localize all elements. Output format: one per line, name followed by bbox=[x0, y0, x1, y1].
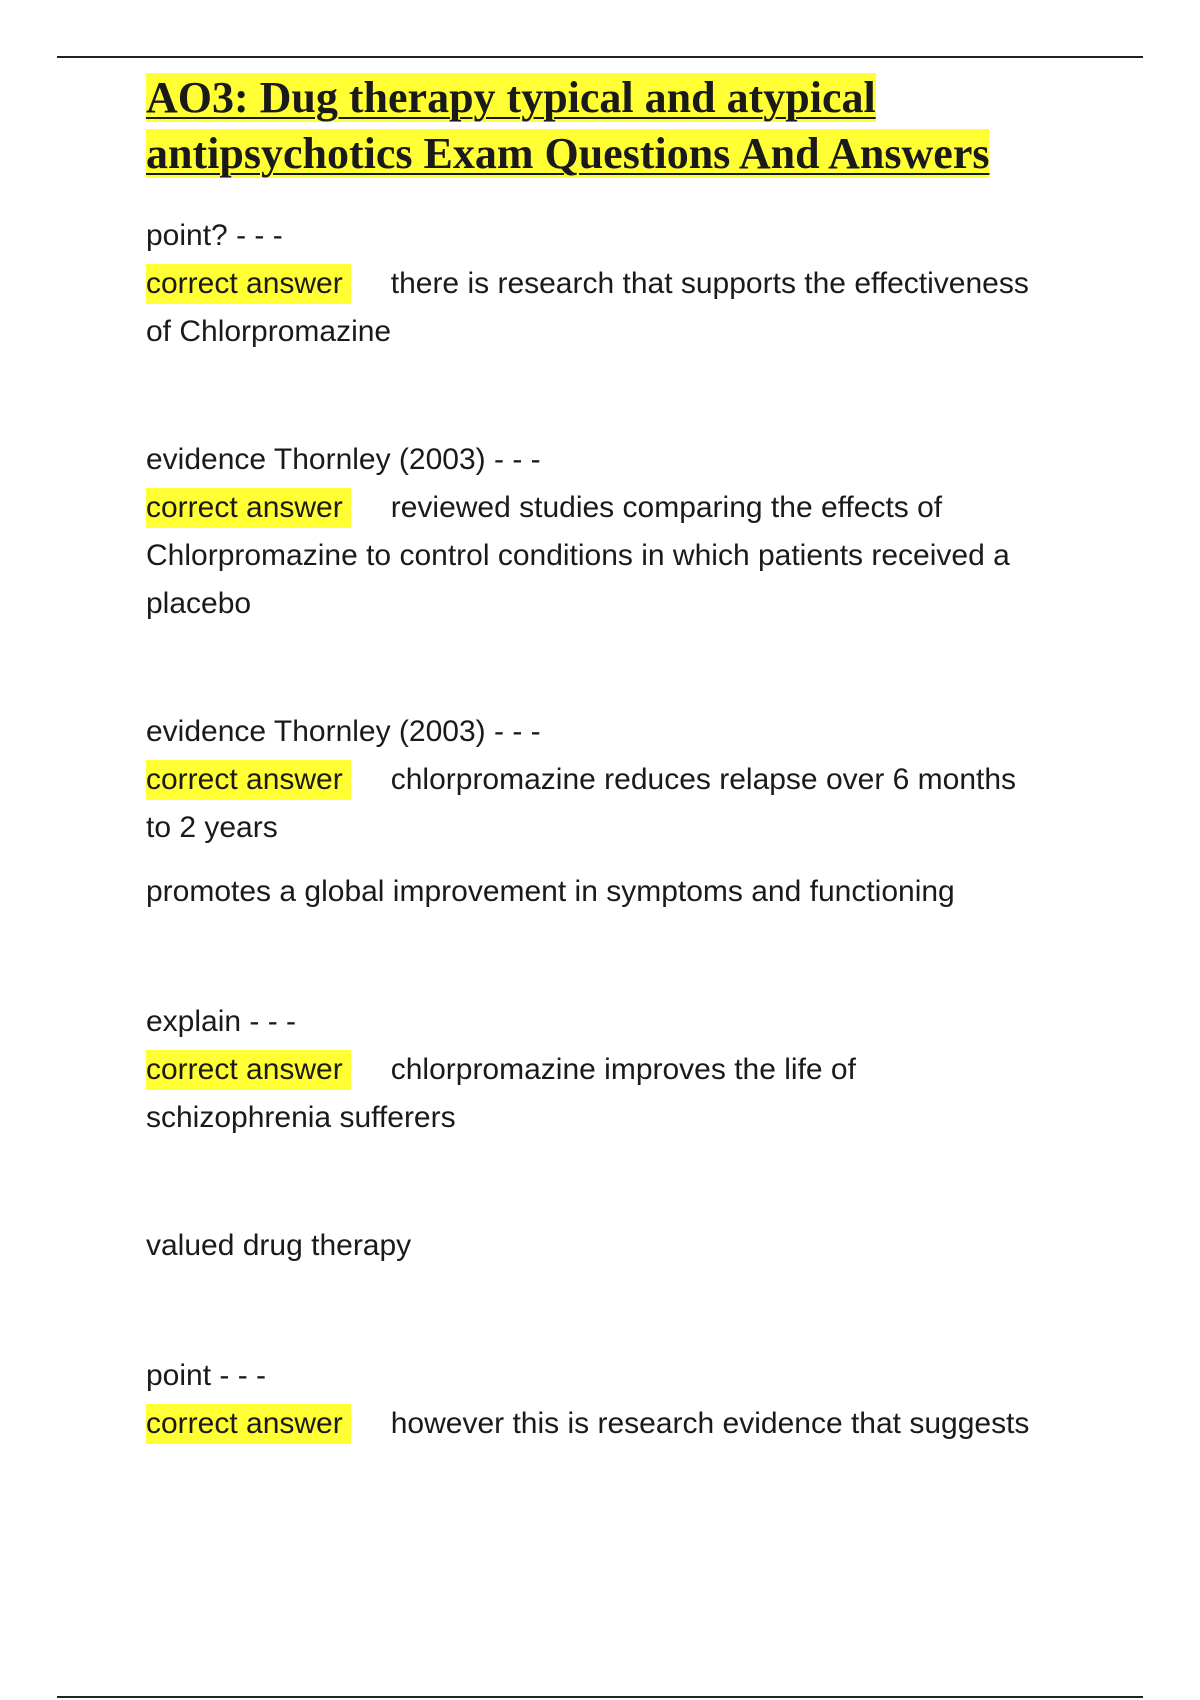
qa-item bbox=[146, 436, 1096, 628]
question-text: point - - - bbox=[146, 1359, 267, 1392]
question-text: evidence Thornley (2003) - - - bbox=[146, 443, 541, 476]
question-text: point? - - - bbox=[146, 219, 283, 252]
answer-text: reviewed studies comparing the effects of bbox=[390, 491, 943, 524]
answer-text: however this is research evidence that suggests bbox=[390, 1407, 1030, 1440]
answer-text: Chlorpromazine to control conditions in which patients received a bbox=[146, 539, 1010, 572]
qa-item bbox=[146, 998, 1096, 1270]
title-line-1: AO3: Dug therapy typical and atypical bbox=[146, 73, 876, 122]
answer-text: schizophrenia sufferers bbox=[146, 1101, 456, 1134]
qa-item bbox=[146, 708, 1096, 916]
answer-line bbox=[146, 260, 1096, 308]
answer-line bbox=[146, 1400, 1096, 1448]
answer-line bbox=[146, 484, 1096, 532]
answer-text: placebo bbox=[146, 587, 252, 620]
qa-item bbox=[146, 1352, 1096, 1448]
title-line-2: antipsychotics Exam Questions And Answers bbox=[146, 129, 990, 178]
correct-answer-label: correct answer bbox=[146, 1050, 351, 1090]
question-text: explain - - - bbox=[146, 1005, 297, 1038]
answer-text: to 2 years bbox=[146, 811, 278, 844]
document-title-block bbox=[146, 70, 1096, 182]
bottom-rule bbox=[57, 1696, 1143, 1698]
answer-text: of Chlorpromazine bbox=[146, 315, 392, 348]
correct-answer-label: correct answer bbox=[146, 264, 351, 304]
answer-line bbox=[146, 756, 1096, 804]
extra-text: valued drug therapy bbox=[146, 1229, 412, 1262]
document-title bbox=[146, 70, 1096, 182]
extra-text: promotes a global improvement in symptoms and functioning bbox=[146, 875, 955, 908]
correct-answer-label: correct answer bbox=[146, 488, 351, 528]
answer-line bbox=[146, 1046, 1096, 1094]
correct-answer-label: correct answer bbox=[146, 1404, 351, 1444]
answer-text: chlorpromazine reduces relapse over 6 months bbox=[390, 763, 1017, 796]
qa-item bbox=[146, 212, 1096, 356]
answer-text: there is research that supports the effectiveness bbox=[390, 267, 1029, 300]
correct-answer-label: correct answer bbox=[146, 760, 351, 800]
question-text: evidence Thornley (2003) - - - bbox=[146, 715, 541, 748]
answer-text: chlorpromazine improves the life of bbox=[390, 1053, 856, 1086]
top-rule bbox=[57, 56, 1143, 58]
